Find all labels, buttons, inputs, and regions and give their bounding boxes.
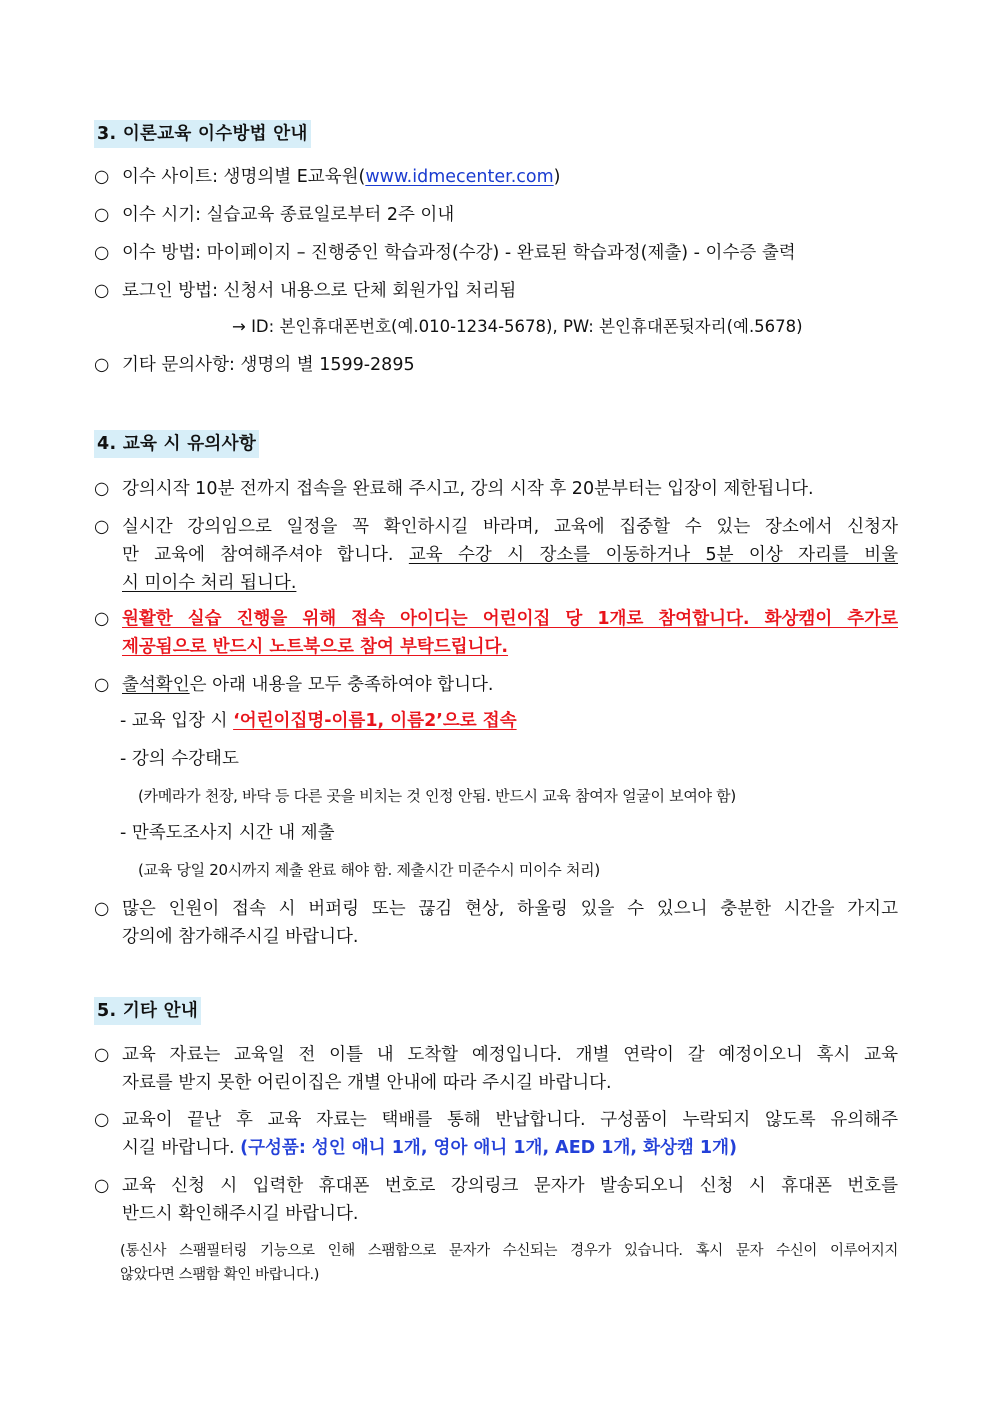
section-3-item-site: ○ 이수 사이트: 생명의별 E교육원(www.idmecenter.com): [94, 162, 898, 192]
attendance-survey-note: (교육 당일 20시까지 제출 완료 해야 함. 제출시간 미준수시 미이수 처리): [138, 861, 600, 879]
bullet-circle-icon: ○: [94, 205, 110, 225]
section-5-item-sms-line2: 반드시 확인해주시길 바랍니다.: [122, 1204, 359, 1224]
bullet-circle-icon: ○: [94, 243, 110, 263]
bullet-circle-icon: ○: [94, 1110, 110, 1130]
bullet-circle-icon: ○: [94, 281, 110, 301]
section-4-heading: 4. 교육 시 유의사항: [94, 430, 259, 458]
attendance-attitude-note: (카메라가 천장, 바닥 등 다른 곳을 비치는 것 인정 안됨. 반드시 교육 참여자 얼굴이 보여야 함): [138, 787, 736, 805]
section-4-item-buffering-line1: ○ 많은 인원이 접속 시 버퍼링 또는 끊김 현상, 하울링 있을 수 있으니 충분한 시간을 가지고: [94, 894, 898, 922]
section-4-item-login-id-line2: 제공됨으로 반드시 노트북으로 참여 부탁드립니다.: [122, 637, 509, 657]
section-4-item-live-line2: 만 교육에 참여해주셔야 합니다. 교육 수강 시 장소를 이동하거나 5분 이상 자리를 비울: [122, 545, 899, 565]
spam-note-line2: 않았다면 스팸함 확인 바랍니다.): [120, 1267, 319, 1283]
bullet-circle-icon: ○: [94, 167, 110, 187]
spam-note-line1: (통신사 스팸필터링 기능으로 인해 스팸함으로 문자가 수신되는 경우가 있습니다. 혹시 문자 수신이 이루어지지: [120, 1243, 898, 1259]
bullet-circle-icon: ○: [94, 899, 110, 919]
section-4-item-login-id-line1: ○ 원활한 실습 진행을 위해 접속 아이디는 어린이집 당 1개로 참여합니다. 화상캠이 추가로: [94, 604, 898, 632]
section-3-item-contact: ○ 기타 문의사항: 생명의 별 1599-2895: [94, 350, 898, 380]
section-5-item-return-line1: ○ 교육이 끝난 후 교육 자료는 택배를 통해 반납합니다. 구성품이 누락되지 않도록 유의해주: [94, 1105, 898, 1133]
bullet-circle-icon: ○: [94, 517, 110, 537]
section-4-item-live-line3: 시 미이수 처리 됩니다.: [122, 573, 297, 593]
website-link[interactable]: www.idmecenter.com: [365, 167, 554, 187]
section-4-item-buffering-line2: 강의에 참가해주시길 바랍니다.: [122, 927, 359, 947]
section-4-item-attendance: ○ 출석확인은 아래 내용을 모두 충족하여야 합니다.: [94, 670, 898, 700]
bullet-circle-icon: ○: [94, 609, 110, 629]
section-3-item-period: ○ 이수 시기: 실습교육 종료일로부터 2주 이내: [94, 200, 898, 230]
attendance-entry-rule: - 교육 입장 시 ‘어린이집명-이름1, 이름2’으로 접속: [120, 711, 517, 731]
section-5-item-materials-line2: 자료를 받지 못한 어린이집은 개별 안내에 따라 주시길 바랍니다.: [122, 1073, 612, 1093]
attendance-survey-rule: - 만족도조사지 시간 내 제출: [120, 823, 335, 843]
section-3-item-method: ○ 이수 방법: 마이페이지 – 진행중인 학습과정(수강) - 완료된 학습과정(제출) - 이수증 출력: [94, 238, 898, 268]
section-5-item-sms-line1: ○ 교육 신청 시 입력한 휴대폰 번호로 강의링크 문자가 발송되오니 신청 시 휴대폰 번호를: [94, 1171, 898, 1199]
section-3-heading: 3. 이론교육 이수방법 안내: [94, 120, 311, 148]
bullet-circle-icon: ○: [94, 479, 110, 499]
bullet-circle-icon: ○: [94, 355, 110, 375]
section-4-item-time: ○ 강의시작 10분 전까지 접속을 완료해 주시고, 강의 시작 후 20분부터는 입장이 제한됩니다.: [94, 474, 898, 504]
section-5-item-return-line2: 시길 바랍니다. (구성품: 성인 애니 1개, 영아 애니 1개, AED 1개, 화상캠 1개): [122, 1138, 738, 1158]
section-4-item-live-line1: ○ 실시간 강의임으로 일정을 꼭 확인하시길 바라며, 교육에 집중할 수 있는 장소에서 신청자: [94, 512, 898, 540]
section-5-heading: 5. 기타 안내: [94, 997, 201, 1025]
bullet-circle-icon: ○: [94, 1176, 110, 1196]
section-5-item-materials-line1: ○ 교육 자료는 교육일 전 이틀 내 도착할 예정입니다. 개별 연락이 갈 예정이오니 혹시 교육: [94, 1040, 898, 1068]
login-credentials-note: → ID: 본인휴대폰번호(예.010-1234-5678), PW: 본인휴대폰뒷자리(예.5678): [232, 317, 803, 336]
attendance-attitude-rule: - 강의 수강태도: [120, 749, 239, 769]
bullet-circle-icon: ○: [94, 675, 110, 695]
bullet-circle-icon: ○: [94, 1045, 110, 1065]
section-3-item-login: ○ 로그인 방법: 신청서 내용으로 단체 회원가입 처리됨: [94, 276, 898, 306]
